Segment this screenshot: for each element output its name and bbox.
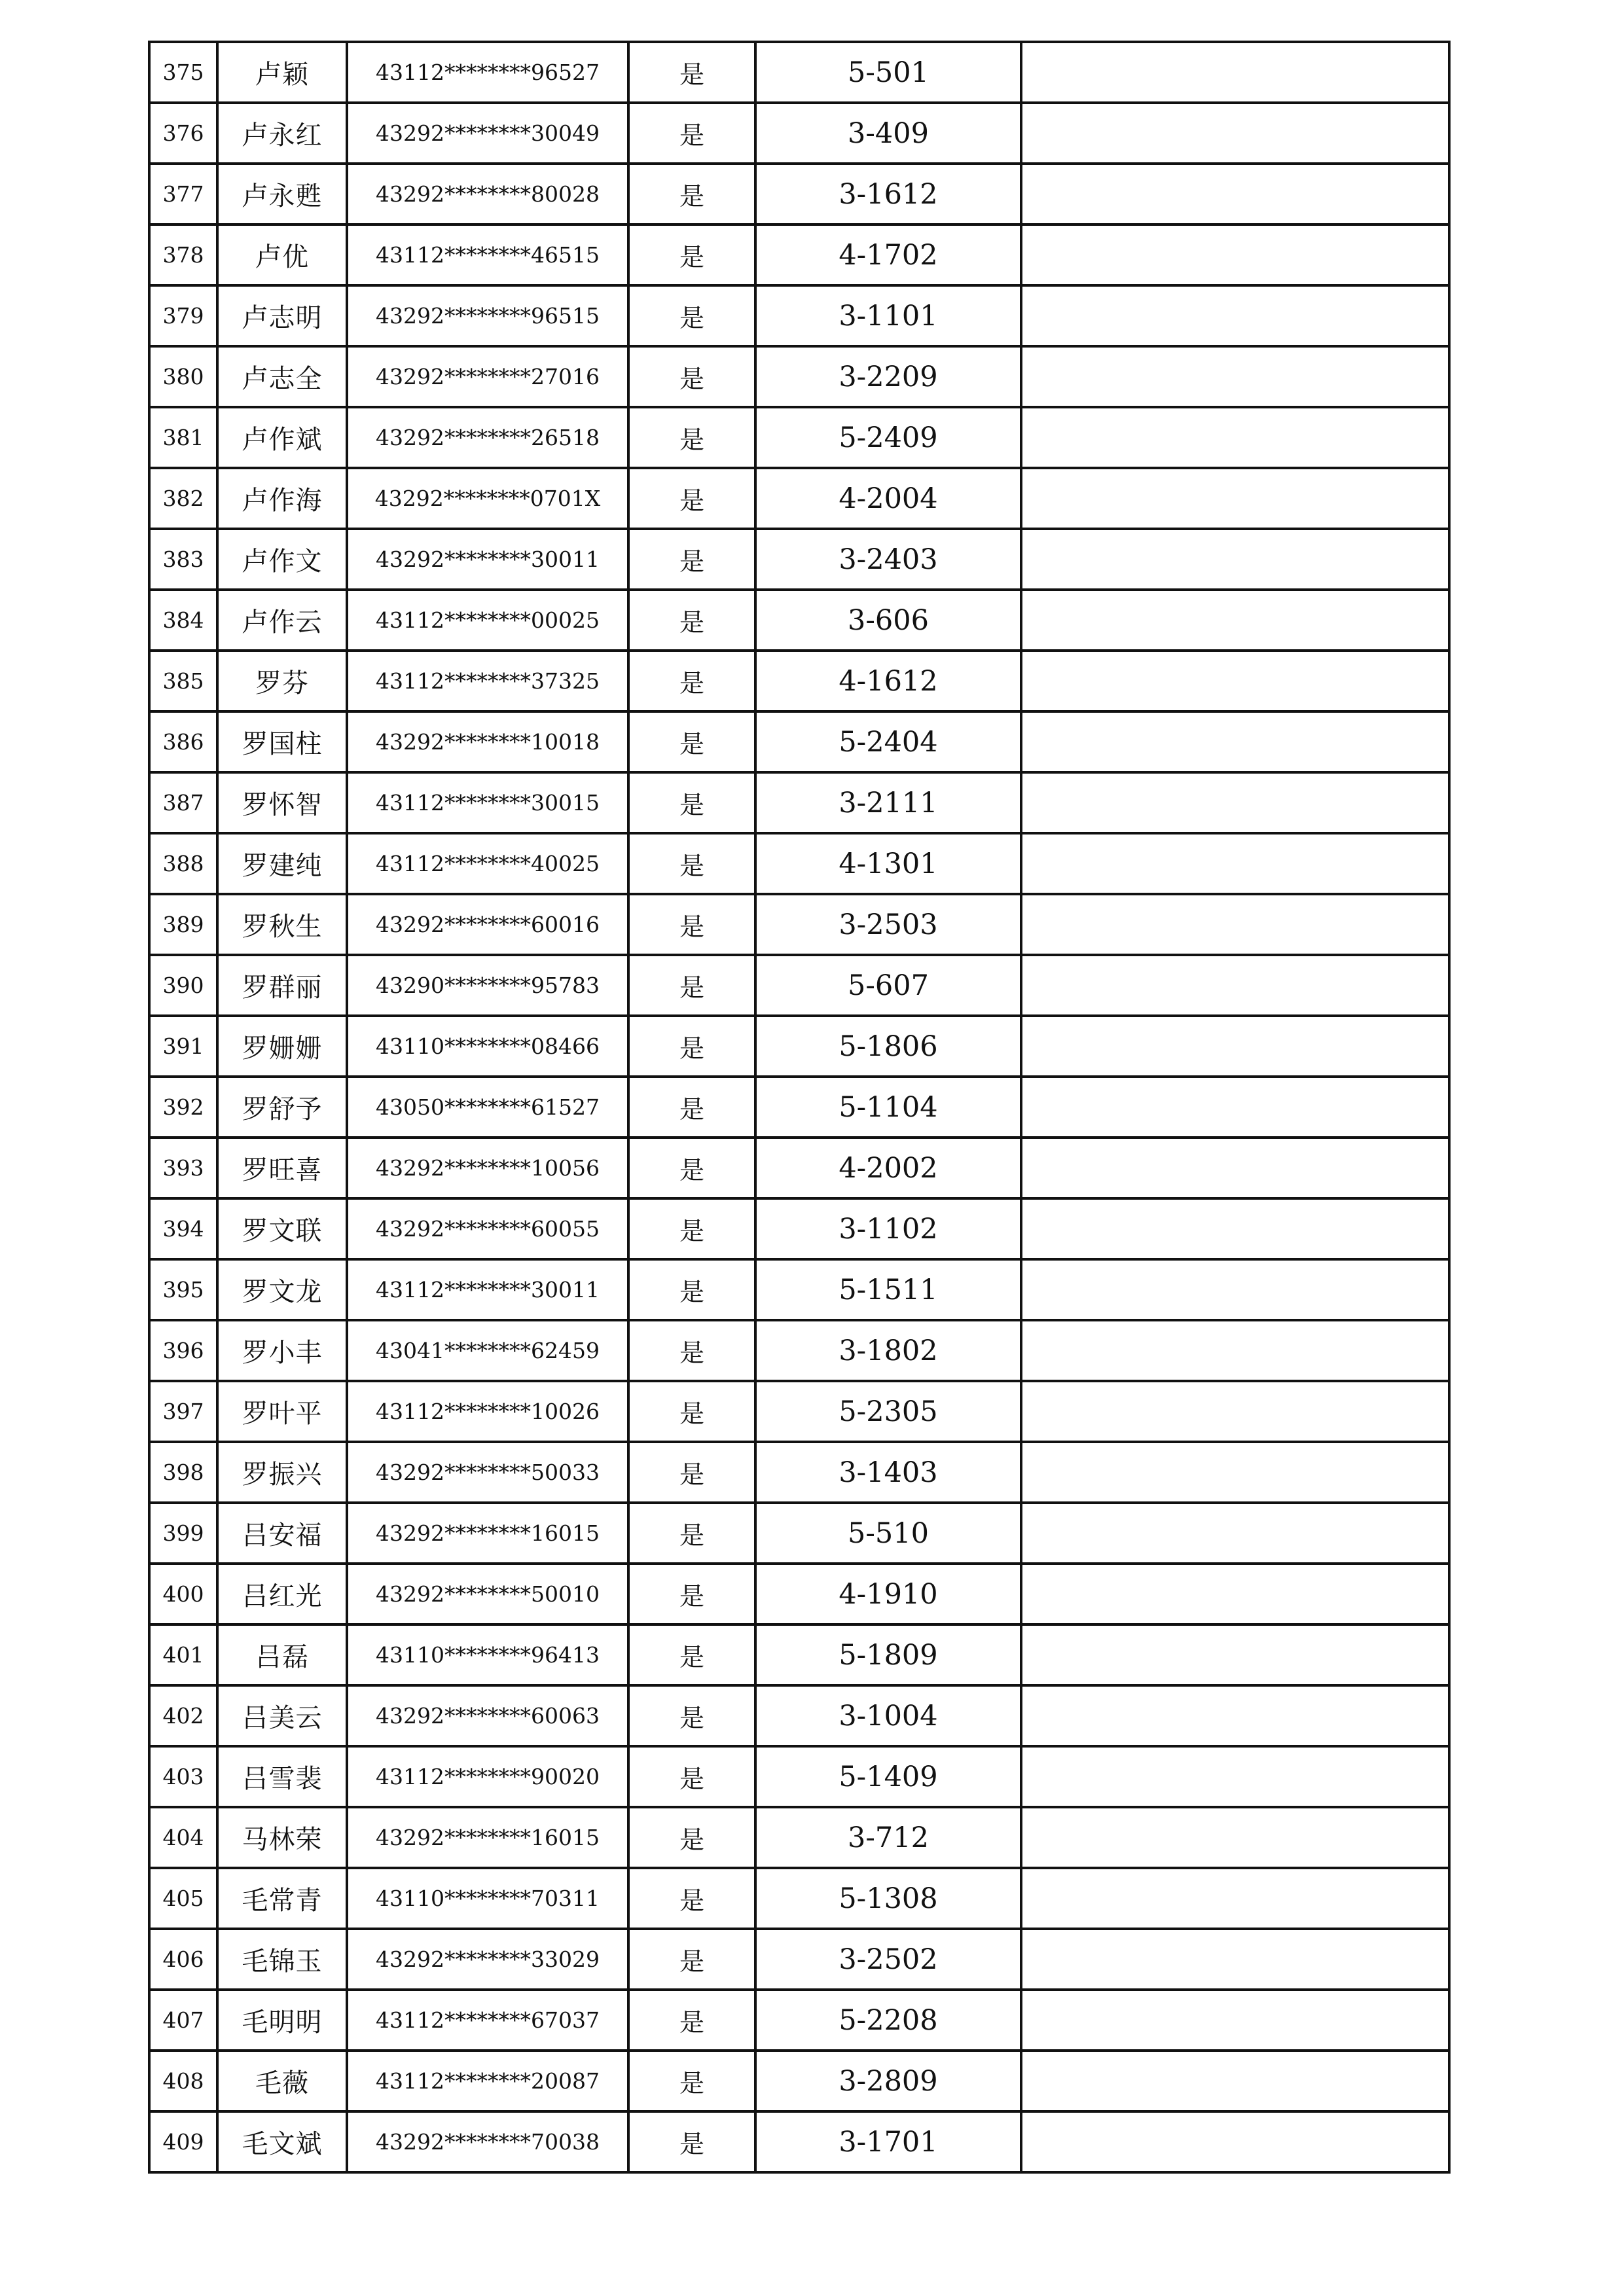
eligibility-cell: 是 bbox=[628, 2111, 755, 2172]
id-number-cell: 43292********80028 bbox=[347, 164, 628, 224]
room-number-cell: 5-2305 bbox=[755, 1381, 1021, 1442]
room-number-cell: 5-501 bbox=[755, 42, 1021, 103]
table-row bbox=[149, 1077, 1449, 1138]
name-cell: 卢永红 bbox=[217, 103, 347, 164]
remarks-cell bbox=[1021, 1564, 1449, 1624]
row-number-cell: 397 bbox=[149, 1381, 217, 1442]
id-number-cell: 43292********60016 bbox=[347, 894, 628, 955]
row-number-cell: 377 bbox=[149, 164, 217, 224]
remarks-cell bbox=[1021, 1381, 1449, 1442]
id-number-cell: 43292********16015 bbox=[347, 1503, 628, 1564]
remarks-cell bbox=[1021, 407, 1449, 468]
id-number-cell: 43292********0701X bbox=[347, 468, 628, 529]
row-number-cell: 388 bbox=[149, 833, 217, 894]
table-row bbox=[149, 1138, 1449, 1198]
remarks-cell bbox=[1021, 1807, 1449, 1868]
name-cell: 罗怀智 bbox=[217, 772, 347, 833]
room-number-cell: 3-2502 bbox=[755, 1929, 1021, 1990]
row-number-cell: 387 bbox=[149, 772, 217, 833]
name-cell: 吕安福 bbox=[217, 1503, 347, 1564]
table-row bbox=[149, 651, 1449, 711]
name-cell: 罗舒予 bbox=[217, 1077, 347, 1138]
row-number-cell: 381 bbox=[149, 407, 217, 468]
row-number-cell: 390 bbox=[149, 955, 217, 1016]
id-number-cell: 43292********60055 bbox=[347, 1198, 628, 1259]
row-number-cell: 392 bbox=[149, 1077, 217, 1138]
row-number-cell: 378 bbox=[149, 224, 217, 285]
table-row bbox=[149, 1381, 1449, 1442]
remarks-cell bbox=[1021, 772, 1449, 833]
remarks-cell bbox=[1021, 1685, 1449, 1746]
remarks-cell bbox=[1021, 1624, 1449, 1685]
room-number-cell: 5-1809 bbox=[755, 1624, 1021, 1685]
remarks-cell bbox=[1021, 1442, 1449, 1503]
eligibility-cell: 是 bbox=[628, 894, 755, 955]
id-number-cell: 43112********00025 bbox=[347, 590, 628, 651]
row-number-cell: 403 bbox=[149, 1746, 217, 1807]
table-row bbox=[149, 1259, 1449, 1320]
room-number-cell: 4-2002 bbox=[755, 1138, 1021, 1198]
table-row bbox=[149, 529, 1449, 590]
table-row bbox=[149, 346, 1449, 407]
room-number-cell: 5-1806 bbox=[755, 1016, 1021, 1077]
eligibility-cell: 是 bbox=[628, 1442, 755, 1503]
name-cell: 罗国柱 bbox=[217, 711, 347, 772]
room-number-cell: 5-1308 bbox=[755, 1868, 1021, 1929]
name-cell: 卢颖 bbox=[217, 42, 347, 103]
id-number-cell: 43110********96413 bbox=[347, 1624, 628, 1685]
remarks-cell bbox=[1021, 346, 1449, 407]
name-cell: 罗芬 bbox=[217, 651, 347, 711]
name-cell: 卢永甦 bbox=[217, 164, 347, 224]
remarks-cell bbox=[1021, 955, 1449, 1016]
eligibility-cell: 是 bbox=[628, 1259, 755, 1320]
table-row bbox=[149, 407, 1449, 468]
name-cell: 卢作云 bbox=[217, 590, 347, 651]
row-number-cell: 409 bbox=[149, 2111, 217, 2172]
table-row bbox=[149, 894, 1449, 955]
eligibility-cell: 是 bbox=[628, 1990, 755, 2051]
id-number-cell: 43112********96527 bbox=[347, 42, 628, 103]
roster-table bbox=[148, 41, 1451, 2174]
row-number-cell: 385 bbox=[149, 651, 217, 711]
room-number-cell: 3-606 bbox=[755, 590, 1021, 651]
name-cell: 吕美云 bbox=[217, 1685, 347, 1746]
room-number-cell: 3-712 bbox=[755, 1807, 1021, 1868]
table-row bbox=[149, 103, 1449, 164]
name-cell: 毛薇 bbox=[217, 2051, 347, 2111]
row-number-cell: 396 bbox=[149, 1320, 217, 1381]
id-number-cell: 43112********67037 bbox=[347, 1990, 628, 2051]
remarks-cell bbox=[1021, 285, 1449, 346]
room-number-cell: 3-2209 bbox=[755, 346, 1021, 407]
room-number-cell: 5-2404 bbox=[755, 711, 1021, 772]
eligibility-cell: 是 bbox=[628, 224, 755, 285]
eligibility-cell: 是 bbox=[628, 2051, 755, 2111]
name-cell: 毛文斌 bbox=[217, 2111, 347, 2172]
id-number-cell: 43110********08466 bbox=[347, 1016, 628, 1077]
name-cell: 吕红光 bbox=[217, 1564, 347, 1624]
eligibility-cell: 是 bbox=[628, 1685, 755, 1746]
table-row bbox=[149, 2111, 1449, 2172]
table-row bbox=[149, 955, 1449, 1016]
name-cell: 卢志明 bbox=[217, 285, 347, 346]
remarks-cell bbox=[1021, 103, 1449, 164]
table-row bbox=[149, 2051, 1449, 2111]
table-row bbox=[149, 1807, 1449, 1868]
name-cell: 卢志全 bbox=[217, 346, 347, 407]
remarks-cell bbox=[1021, 711, 1449, 772]
table-row bbox=[149, 42, 1449, 103]
eligibility-cell: 是 bbox=[628, 1746, 755, 1807]
row-number-cell: 382 bbox=[149, 468, 217, 529]
room-number-cell: 4-2004 bbox=[755, 468, 1021, 529]
name-cell: 罗振兴 bbox=[217, 1442, 347, 1503]
name-cell: 毛锦玉 bbox=[217, 1929, 347, 1990]
table-row bbox=[149, 224, 1449, 285]
table-row bbox=[149, 1746, 1449, 1807]
room-number-cell: 3-2809 bbox=[755, 2051, 1021, 2111]
room-number-cell: 5-1409 bbox=[755, 1746, 1021, 1807]
id-number-cell: 43292********50010 bbox=[347, 1564, 628, 1624]
name-cell: 马林荣 bbox=[217, 1807, 347, 1868]
name-cell: 毛明明 bbox=[217, 1990, 347, 2051]
row-number-cell: 395 bbox=[149, 1259, 217, 1320]
eligibility-cell: 是 bbox=[628, 1198, 755, 1259]
table-row bbox=[149, 1868, 1449, 1929]
name-cell: 罗旺喜 bbox=[217, 1138, 347, 1198]
remarks-cell bbox=[1021, 1259, 1449, 1320]
eligibility-cell: 是 bbox=[628, 1503, 755, 1564]
room-number-cell: 3-409 bbox=[755, 103, 1021, 164]
id-number-cell: 43292********70038 bbox=[347, 2111, 628, 2172]
remarks-cell bbox=[1021, 651, 1449, 711]
eligibility-cell: 是 bbox=[628, 1077, 755, 1138]
id-number-cell: 43112********46515 bbox=[347, 224, 628, 285]
remarks-cell bbox=[1021, 1868, 1449, 1929]
room-number-cell: 5-510 bbox=[755, 1503, 1021, 1564]
remarks-cell bbox=[1021, 894, 1449, 955]
table-row bbox=[149, 1685, 1449, 1746]
room-number-cell: 5-1511 bbox=[755, 1259, 1021, 1320]
table-row bbox=[149, 164, 1449, 224]
room-number-cell: 3-1612 bbox=[755, 164, 1021, 224]
room-number-cell: 3-2111 bbox=[755, 772, 1021, 833]
id-number-cell: 43112********20087 bbox=[347, 2051, 628, 2111]
room-number-cell: 4-1702 bbox=[755, 224, 1021, 285]
id-number-cell: 43292********96515 bbox=[347, 285, 628, 346]
name-cell: 罗文龙 bbox=[217, 1259, 347, 1320]
table-row bbox=[149, 1503, 1449, 1564]
row-number-cell: 398 bbox=[149, 1442, 217, 1503]
id-number-cell: 43112********30011 bbox=[347, 1259, 628, 1320]
name-cell: 卢作斌 bbox=[217, 407, 347, 468]
room-number-cell: 4-1612 bbox=[755, 651, 1021, 711]
name-cell: 吕磊 bbox=[217, 1624, 347, 1685]
id-number-cell: 43041********62459 bbox=[347, 1320, 628, 1381]
table-row bbox=[149, 1564, 1449, 1624]
table-row bbox=[149, 1016, 1449, 1077]
row-number-cell: 383 bbox=[149, 529, 217, 590]
eligibility-cell: 是 bbox=[628, 42, 755, 103]
name-cell: 罗叶平 bbox=[217, 1381, 347, 1442]
remarks-cell bbox=[1021, 1929, 1449, 1990]
eligibility-cell: 是 bbox=[628, 590, 755, 651]
id-number-cell: 43110********70311 bbox=[347, 1868, 628, 1929]
id-number-cell: 43292********30011 bbox=[347, 529, 628, 590]
row-number-cell: 384 bbox=[149, 590, 217, 651]
name-cell: 罗姗姗 bbox=[217, 1016, 347, 1077]
id-number-cell: 43292********10056 bbox=[347, 1138, 628, 1198]
remarks-cell bbox=[1021, 164, 1449, 224]
id-number-cell: 43292********26518 bbox=[347, 407, 628, 468]
remarks-cell bbox=[1021, 1198, 1449, 1259]
id-number-cell: 43292********27016 bbox=[347, 346, 628, 407]
row-number-cell: 401 bbox=[149, 1624, 217, 1685]
room-number-cell: 3-1802 bbox=[755, 1320, 1021, 1381]
table-row bbox=[149, 468, 1449, 529]
name-cell: 卢优 bbox=[217, 224, 347, 285]
room-number-cell: 3-1101 bbox=[755, 285, 1021, 346]
row-number-cell: 393 bbox=[149, 1138, 217, 1198]
eligibility-cell: 是 bbox=[628, 285, 755, 346]
eligibility-cell: 是 bbox=[628, 468, 755, 529]
table-row bbox=[149, 285, 1449, 346]
room-number-cell: 3-2503 bbox=[755, 894, 1021, 955]
remarks-cell bbox=[1021, 1138, 1449, 1198]
name-cell: 罗秋生 bbox=[217, 894, 347, 955]
room-number-cell: 3-1004 bbox=[755, 1685, 1021, 1746]
id-number-cell: 43292********33029 bbox=[347, 1929, 628, 1990]
table-row bbox=[149, 772, 1449, 833]
room-number-cell: 3-1701 bbox=[755, 2111, 1021, 2172]
eligibility-cell: 是 bbox=[628, 955, 755, 1016]
eligibility-cell: 是 bbox=[628, 1564, 755, 1624]
row-number-cell: 394 bbox=[149, 1198, 217, 1259]
room-number-cell: 4-1910 bbox=[755, 1564, 1021, 1624]
eligibility-cell: 是 bbox=[628, 1868, 755, 1929]
eligibility-cell: 是 bbox=[628, 711, 755, 772]
row-number-cell: 405 bbox=[149, 1868, 217, 1929]
table-row bbox=[149, 711, 1449, 772]
row-number-cell: 376 bbox=[149, 103, 217, 164]
name-cell: 罗文联 bbox=[217, 1198, 347, 1259]
row-number-cell: 399 bbox=[149, 1503, 217, 1564]
remarks-cell bbox=[1021, 1016, 1449, 1077]
name-cell: 罗小丰 bbox=[217, 1320, 347, 1381]
table-row bbox=[149, 1442, 1449, 1503]
eligibility-cell: 是 bbox=[628, 164, 755, 224]
room-number-cell: 5-1104 bbox=[755, 1077, 1021, 1138]
row-number-cell: 375 bbox=[149, 42, 217, 103]
row-number-cell: 389 bbox=[149, 894, 217, 955]
id-number-cell: 43112********37325 bbox=[347, 651, 628, 711]
id-number-cell: 43112********90020 bbox=[347, 1746, 628, 1807]
room-number-cell: 3-1102 bbox=[755, 1198, 1021, 1259]
row-number-cell: 379 bbox=[149, 285, 217, 346]
table-row bbox=[149, 1320, 1449, 1381]
row-number-cell: 400 bbox=[149, 1564, 217, 1624]
eligibility-cell: 是 bbox=[628, 651, 755, 711]
name-cell: 罗群丽 bbox=[217, 955, 347, 1016]
remarks-cell bbox=[1021, 1503, 1449, 1564]
name-cell: 毛常青 bbox=[217, 1868, 347, 1929]
roster-table-body bbox=[149, 42, 1449, 2172]
remarks-cell bbox=[1021, 1990, 1449, 2051]
name-cell: 卢作文 bbox=[217, 529, 347, 590]
table-row bbox=[149, 833, 1449, 894]
remarks-cell bbox=[1021, 1746, 1449, 1807]
room-number-cell: 4-1301 bbox=[755, 833, 1021, 894]
table-row bbox=[149, 1929, 1449, 1990]
room-number-cell: 5-2208 bbox=[755, 1990, 1021, 2051]
row-number-cell: 391 bbox=[149, 1016, 217, 1077]
name-cell: 卢作海 bbox=[217, 468, 347, 529]
room-number-cell: 3-1403 bbox=[755, 1442, 1021, 1503]
eligibility-cell: 是 bbox=[628, 1624, 755, 1685]
eligibility-cell: 是 bbox=[628, 1807, 755, 1868]
row-number-cell: 402 bbox=[149, 1685, 217, 1746]
eligibility-cell: 是 bbox=[628, 1381, 755, 1442]
eligibility-cell: 是 bbox=[628, 1016, 755, 1077]
remarks-cell bbox=[1021, 1320, 1449, 1381]
row-number-cell: 386 bbox=[149, 711, 217, 772]
id-number-cell: 43292********10018 bbox=[347, 711, 628, 772]
eligibility-cell: 是 bbox=[628, 407, 755, 468]
room-number-cell: 5-607 bbox=[755, 955, 1021, 1016]
id-number-cell: 43112********40025 bbox=[347, 833, 628, 894]
table-row bbox=[149, 1198, 1449, 1259]
remarks-cell bbox=[1021, 833, 1449, 894]
remarks-cell bbox=[1021, 2111, 1449, 2172]
eligibility-cell: 是 bbox=[628, 1929, 755, 1990]
remarks-cell bbox=[1021, 468, 1449, 529]
table-row bbox=[149, 1990, 1449, 2051]
remarks-cell bbox=[1021, 529, 1449, 590]
remarks-cell bbox=[1021, 224, 1449, 285]
table-row bbox=[149, 1624, 1449, 1685]
id-number-cell: 43292********16015 bbox=[347, 1807, 628, 1868]
eligibility-cell: 是 bbox=[628, 1320, 755, 1381]
remarks-cell bbox=[1021, 1077, 1449, 1138]
name-cell: 吕雪裴 bbox=[217, 1746, 347, 1807]
name-cell: 罗建纯 bbox=[217, 833, 347, 894]
eligibility-cell: 是 bbox=[628, 772, 755, 833]
eligibility-cell: 是 bbox=[628, 833, 755, 894]
eligibility-cell: 是 bbox=[628, 103, 755, 164]
row-number-cell: 408 bbox=[149, 2051, 217, 2111]
eligibility-cell: 是 bbox=[628, 529, 755, 590]
remarks-cell bbox=[1021, 590, 1449, 651]
room-number-cell: 5-2409 bbox=[755, 407, 1021, 468]
id-number-cell: 43292********50033 bbox=[347, 1442, 628, 1503]
remarks-cell bbox=[1021, 42, 1449, 103]
remarks-cell bbox=[1021, 2051, 1449, 2111]
eligibility-cell: 是 bbox=[628, 346, 755, 407]
id-number-cell: 43292********30049 bbox=[347, 103, 628, 164]
id-number-cell: 43292********60063 bbox=[347, 1685, 628, 1746]
row-number-cell: 406 bbox=[149, 1929, 217, 1990]
table-row bbox=[149, 590, 1449, 651]
id-number-cell: 43050********61527 bbox=[347, 1077, 628, 1138]
room-number-cell: 3-2403 bbox=[755, 529, 1021, 590]
row-number-cell: 407 bbox=[149, 1990, 217, 2051]
id-number-cell: 43112********30015 bbox=[347, 772, 628, 833]
id-number-cell: 43290********95783 bbox=[347, 955, 628, 1016]
eligibility-cell: 是 bbox=[628, 1138, 755, 1198]
row-number-cell: 404 bbox=[149, 1807, 217, 1868]
row-number-cell: 380 bbox=[149, 346, 217, 407]
id-number-cell: 43112********10026 bbox=[347, 1381, 628, 1442]
